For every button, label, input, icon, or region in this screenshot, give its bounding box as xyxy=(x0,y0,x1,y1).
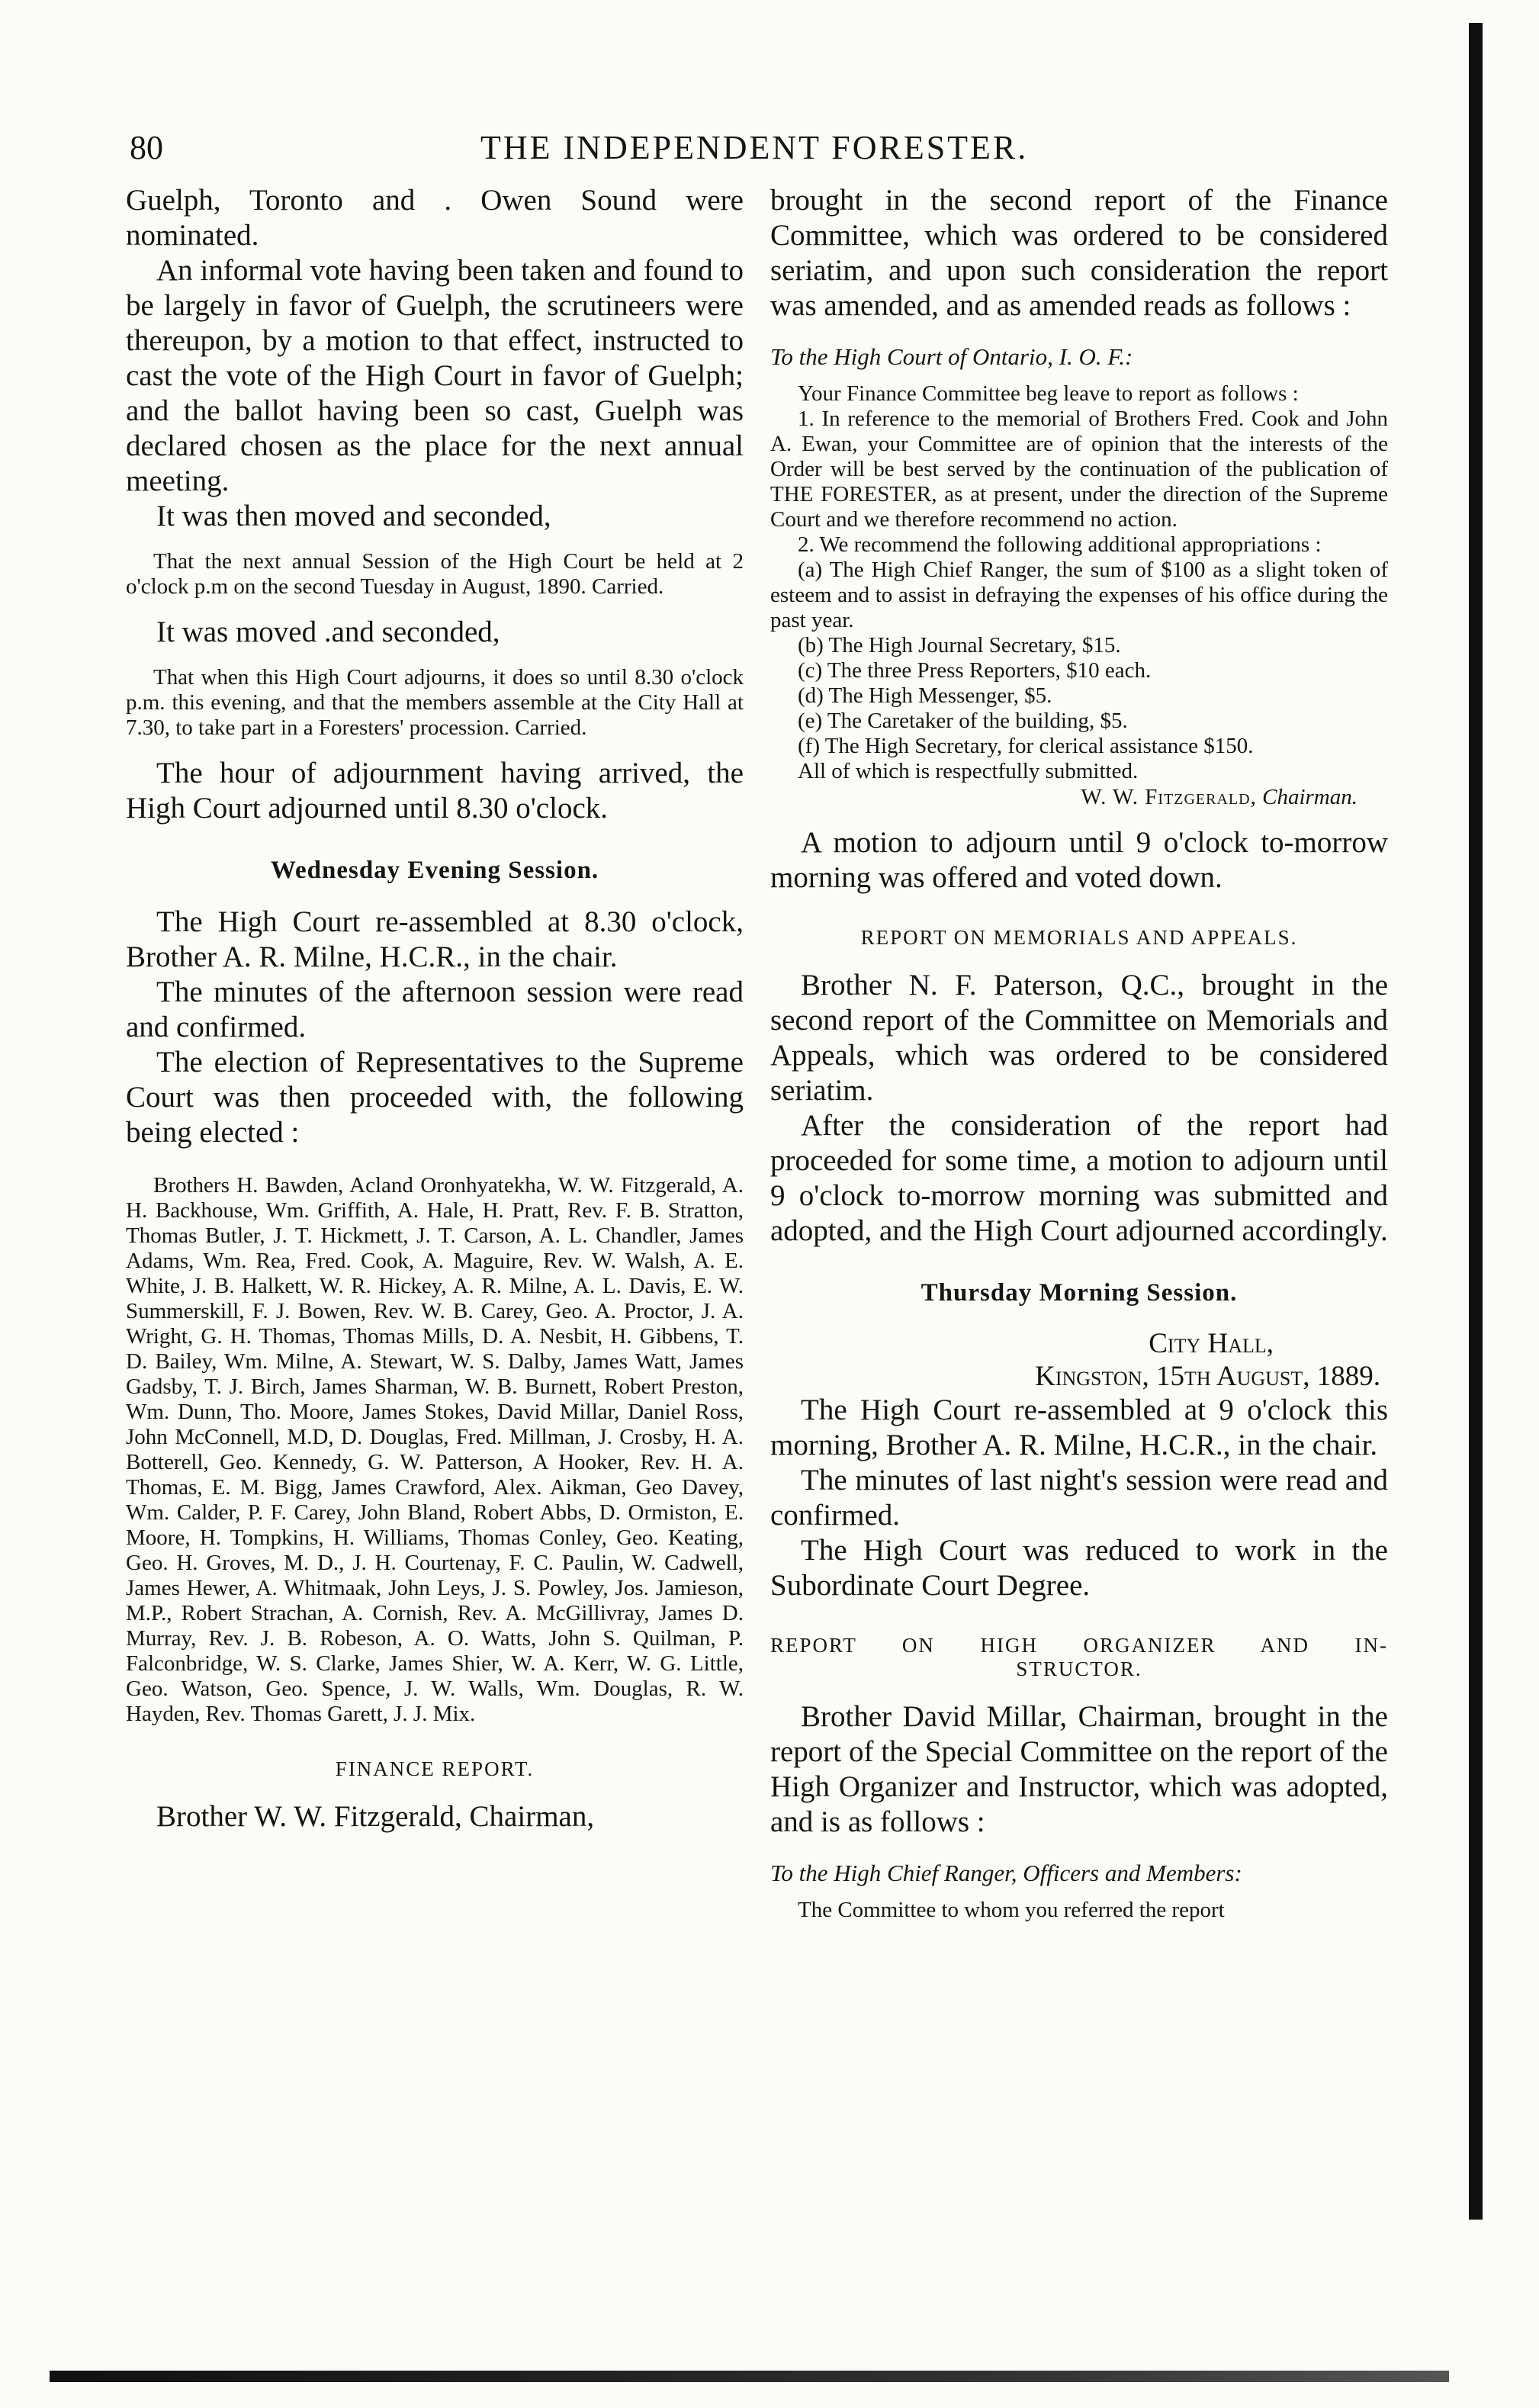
report-address: To the High Chief Ranger, Officers and Members: xyxy=(770,1860,1242,1886)
report-text: All of which is respectfully submitted. xyxy=(798,759,1139,783)
paragraph: An informal vote having been taken and found to be largely in favor of Guelph, the scrutineers were thereupon, by a motion to that effect, instructed to cast the vote of the High Court in favor of Guelph; and the ballot having been so cast, Guelph was declared chosen as the place for the next annual meeting. xyxy=(126,254,744,497)
report-text: Your Finance Committee beg leave to report as follows : xyxy=(798,381,1299,406)
signature-role: Chairman. xyxy=(1262,785,1357,809)
scan-bottom-bar xyxy=(50,2371,1449,2382)
section-heading-continued: STRUCTOR. xyxy=(1016,1657,1142,1680)
representatives-list: Brothers H. Bawden, Acland Oronhyatekha, W. W. Fitzgerald, A. H. Backhouse, Wm. Griffith, A. Hale, H. Pratt, Rev. F. B. Stratton, Thomas Butler, J. T. Hickmett, J. T. Carson, A. L. Chandler, James Adams, Wm. Rea, Fred. Cook, A. Maguire, Rev. W. Walsh, A. E. White, J. B. Halkett, W. R. Hickey, A. R. Milne, A. L. Davis, E. W. Summerskill, F. J. Bowen, Rev. W. B. Carey, Geo. A. Proctor, J. A. Wright, G. H. Thomas, Thomas Mills, D. A. Nesbit, H. Gibbens, T. D. Bailey, Wm. Milne, A. Stewart, W. S. Dalby, James Watt, James Gadsby, T. J. Birch, James Sharman, W. B. Burnett, Robert Preston, Wm. Dunn, Tho. Moore, James Stokes, David Millar, Daniel Ross, John McConnell, M.D, D. Douglas, Fred. Millman, J. Crosby, H. A. Botterell, Geo. Kennedy, G. W. Patterson, A Hooker, Rev. H. A. Thomas, E. M. Bigg, James Crawford, Alex. Aikman, Geo Davey, Wm. Calder, P. F. Carey, John Bland, Robert Abbs, D. Ormiston, E. Moore, H. Tompkins, H. Williams, Thomas Conley, Geo. Keating, Geo. H. Groves, M. D., J. H. Courtenay, F. C. Paulin, W. Cadwell, James Hewer, A. Whitmaak, John Leys, J. S. Powley, Jos. Jamieson, M.P., Robert Strachan, A. Cornish, Rev. A. McGillivray, James D. Murray, Rev. J. B. Robeson, A. O. Watts, John S. Quilman, P. Falconbridge, W. S. Clarke, James Shier, W. A. Kerr, W. G. Little, Geo. Watson, Geo. Spence, J. W. Walls, Wm. Douglas, R. W. Hayden, Rev. Thomas Garett, J. J. Mix. xyxy=(126,1173,744,1726)
paragraph: It was then moved and seconded, xyxy=(156,500,551,532)
report-text: 2. We recommend the following additional appropriations : xyxy=(798,532,1322,557)
section-heading: Thursday Morning Session. xyxy=(921,1279,1238,1307)
section-heading: FINANCE REPORT. xyxy=(335,1757,535,1780)
scan-edge-bar xyxy=(1469,23,1483,2220)
signature xyxy=(770,784,1388,810)
paragraph: The hour of adjournment having arrived, the High Court adjourned until 8.30 o'clock. xyxy=(126,757,744,825)
paragraph: A motion to adjourn until 9 o'clock to-morrow morning was offered and voted down. xyxy=(770,826,1388,894)
running-title: THE INDEPENDENT FORESTER. xyxy=(480,129,1029,166)
paragraph: Brother David Millar, Chairman, brought in the report of the Special Committee on the report of the High Organizer and Instructor, which was adopted, and is as follows : xyxy=(770,1700,1388,1838)
section-heading: REPORT ON MEMORIALS AND APPEALS. xyxy=(860,926,1298,949)
dateline-place: City Hall, xyxy=(1149,1328,1274,1359)
paragraph: The minutes of last night's session were read and confirmed. xyxy=(770,1464,1388,1532)
section-heading: Wednesday Evening Session. xyxy=(270,857,599,884)
motion-text: That when this High Court adjourns, it does so until 8.30 o'clock p.m. this evening, and that the members assemble at the City Hall at 7.30, to take part in a Foresters' procession. Carried. xyxy=(126,665,744,740)
paragraph: The election of Representatives to the Supreme Court was then proceeded with, the following being elected : xyxy=(126,1046,744,1149)
report-item: (e) The Caretaker of the building, $5. xyxy=(798,709,1128,733)
report-address: To the High Court of Ontario, I. O. F.: xyxy=(770,343,1133,370)
paragraph: brought in the second report of the Finance Committee, which was ordered to be considered seriatim, and upon such consideration the report was amended, and as amended reads as follows : xyxy=(770,184,1388,322)
paragraph: Brother N. F. Paterson, Q.C., brought in the second report of the Committee on Memorials and Appeals, which was ordered to be considered seriatim. xyxy=(770,969,1388,1107)
left-column xyxy=(126,183,744,1834)
paragraph: The High Court re-assembled at 8.30 o'clock, Brother A. R. Milne, H.C.R., in the chair. xyxy=(126,905,744,973)
paragraph: After the consideration of the report had proceeded for some time, a motion to adjourn until 9 o'clock to-morrow morning was submitted and adopted, and the High Court adjourned accordingly. xyxy=(770,1109,1388,1247)
report-item: (f) The High Secretary, for clerical assistance $150. xyxy=(798,734,1254,758)
paragraph: It was moved .and seconded, xyxy=(156,616,500,648)
report-item: (b) The High Journal Secretary, $15. xyxy=(798,633,1121,657)
motion-text: That the next annual Session of the High Court be held at 2 o'clock p.m on the second Tuesday in August, 1890. Carried. xyxy=(126,549,744,599)
paragraph: The minutes of the afternoon session were read and confirmed. xyxy=(126,976,744,1043)
paragraph: Guelph, Toronto and . Owen Sound were nominated. xyxy=(126,184,744,252)
page-number: 80 xyxy=(130,129,163,166)
paragraph: The High Court re-assembled at 9 o'clock this morning, Brother A. R. Milne, H.C.R., in the chair. xyxy=(770,1394,1388,1461)
report-text: The Committee to whom you referred the report xyxy=(798,1898,1225,1922)
report-item: (c) The three Press Reporters, $10 each. xyxy=(798,658,1152,683)
paragraph: The High Court was reduced to work in the Subordinate Court Degree. xyxy=(770,1534,1388,1602)
signature-name: W. W. Fitzgerald, xyxy=(1081,785,1257,809)
paragraph: Brother W. W. Fitzgerald, Chairman, xyxy=(156,1800,595,1833)
report-item: (a) The High Chief Ranger, the sum of $100 as a slight token of esteem and to assist in defraying the expenses of his office during the past year. xyxy=(770,558,1388,632)
report-item: (d) The High Messenger, $5. xyxy=(798,683,1052,708)
section-heading: REPORT ON HIGH ORGANIZER AND IN- xyxy=(770,1634,1388,1657)
dateline-date: Kingston, 15th August, 1889. xyxy=(1035,1361,1380,1392)
right-column xyxy=(770,183,1388,1923)
report-text: 1. In reference to the memorial of Brothers Fred. Cook and John A. Ewan, your Committee are of opinion that the interests of the Order will be best served by the continuation of the publication of THE FORESTER, as at present, under the direction of the Supreme Court and we therefore recommend no action. xyxy=(770,407,1388,532)
